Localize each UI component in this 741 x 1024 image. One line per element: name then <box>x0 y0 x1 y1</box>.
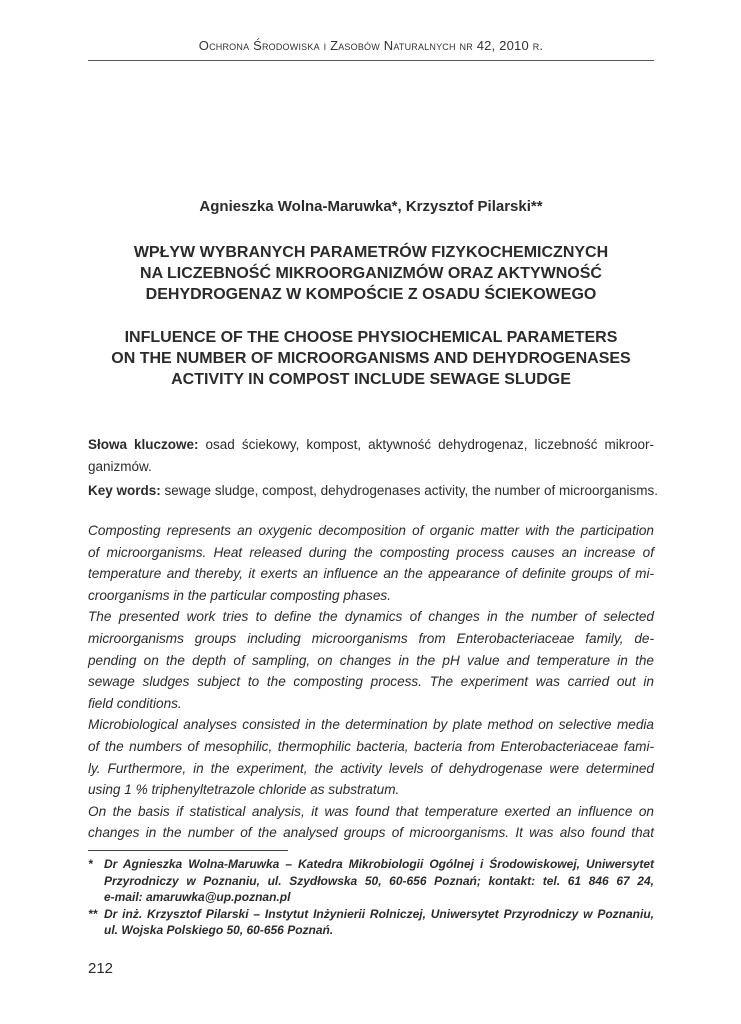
title-polish <box>88 242 654 305</box>
authors: Agnieszka Wolna-Maruwka*, Krzysztof Pilarski** <box>199 198 543 215</box>
abstract-line: pending on the depth of sampling, on changes in the pH value and temperature in the <box>88 652 654 668</box>
abstract-line: microorganisms groups including microorganisms from Enterobacteriaceae family, de- <box>88 630 654 646</box>
abstract-line: Composting represents an oxygenic decomposition of organic matter with the participation <box>88 523 654 538</box>
title-polish-line: DEHYDROGENAZ W KOMPOŚCIE Z OSADU ŚCIEKOWEGO <box>145 286 597 303</box>
abstract-line: using 1 % triphenyltetrazole chloride as substratum. <box>88 782 400 798</box>
footnote-author-2 <box>88 906 654 939</box>
keywords-polish-text: osad ściekowy, kompost, aktywność dehydrogenaz, liczebność mikroor-ganizmów. <box>88 437 654 474</box>
page-number: 212 <box>88 960 114 977</box>
keywords-english <box>88 480 659 502</box>
footnote-line: ul. Wojska Polskiego 50, 60-656 Poznań. <box>104 923 334 937</box>
footnotes <box>88 856 654 939</box>
abstract <box>88 520 654 844</box>
footnote-mark: * <box>88 857 93 871</box>
footnote-mark: ** <box>88 906 98 921</box>
abstract-line: of microorganisms. Heat released during the composting process causes an increase of <box>88 544 654 560</box>
footnote-line: e-mail: amaruwka@up.poznan.pl <box>104 890 291 904</box>
title-english-line: INFLUENCE OF THE CHOOSE PHYSIOCHEMICAL PARAMETERS <box>124 329 618 346</box>
title-english-line: ACTIVITY IN COMPOST INCLUDE SEWAGE SLUDGE <box>171 371 571 388</box>
footnote-author-1 <box>88 856 654 906</box>
abstract-line: On the basis if statistical analysis, it was found that temperature exerted an influence on <box>88 803 654 819</box>
abstract-line: of the numbers of mesophilic, thermophilic bacteria, bacteria from Enterobacteriaceae fami- <box>88 738 654 754</box>
abstract-line: The presented work tries to define the dynamics of changes in the number of selected <box>88 609 654 625</box>
abstract-line: ly. Furthermore, in the experiment, the activity levels of dehydrogenase were determined <box>88 760 654 776</box>
footnote-line: Przyrodniczy w Poznaniu, ul. Szydłowska 50, 60-656 Poznań; kontakt: tel. 61 846 67 24, <box>104 873 654 888</box>
running-header: Ochrona Środowiska i Zasobów Naturalnych nr 42, 2010 r. <box>198 38 544 53</box>
title-polish-line: WPŁYW WYBRANYCH PARAMETRÓW FIZYKOCHEMICZNYCH <box>133 244 609 261</box>
keywords-english-label: Key words: <box>88 483 161 498</box>
abstract-line: field conditions. <box>88 695 182 711</box>
keywords-polish <box>88 434 654 478</box>
footnote-line: Dr Agnieszka Wolna-Maruwka – Katedra Mikrobiologii Ogólnej i Środowiskowej, Uniwersytet <box>104 857 654 871</box>
keywords-polish-label: Słowa kluczowe: <box>88 437 199 452</box>
abstract-line: sewage sludges subject to the composting process. The experiment was carried out in <box>88 674 654 690</box>
title-english <box>88 327 654 390</box>
abstract-line: temperature and thereby, it exerts an influence an the appearance of definite groups of mi- <box>88 566 654 582</box>
footnote-line: Dr inż. Krzysztof Pilarski – Instytut Inżynierii Rolniczej, Uniwersytet Przyrodniczy w Poznaniu, <box>104 906 654 921</box>
header-rule <box>88 60 654 61</box>
abstract-line: Microbiological analyses consisted in the determination by plate method on selective media <box>88 717 654 733</box>
footnote-rule <box>88 850 288 851</box>
title-polish-line: NA LICZEBNOŚĆ MIKROORGANIZMÓW ORAZ AKTYWNOŚĆ <box>140 265 602 282</box>
title-english-line: ON THE NUMBER OF MICROORGANISMS AND DEHYDROGENASES <box>111 350 631 367</box>
abstract-line: croorganisms in the particular composting phases. <box>88 587 391 603</box>
abstract-line: changes in the number of the analysed groups of microorganisms. It was also found that <box>88 825 654 841</box>
keywords-english-text: sewage sludge, compost, dehydrogenases activity, the number of microorganisms. <box>160 483 659 498</box>
